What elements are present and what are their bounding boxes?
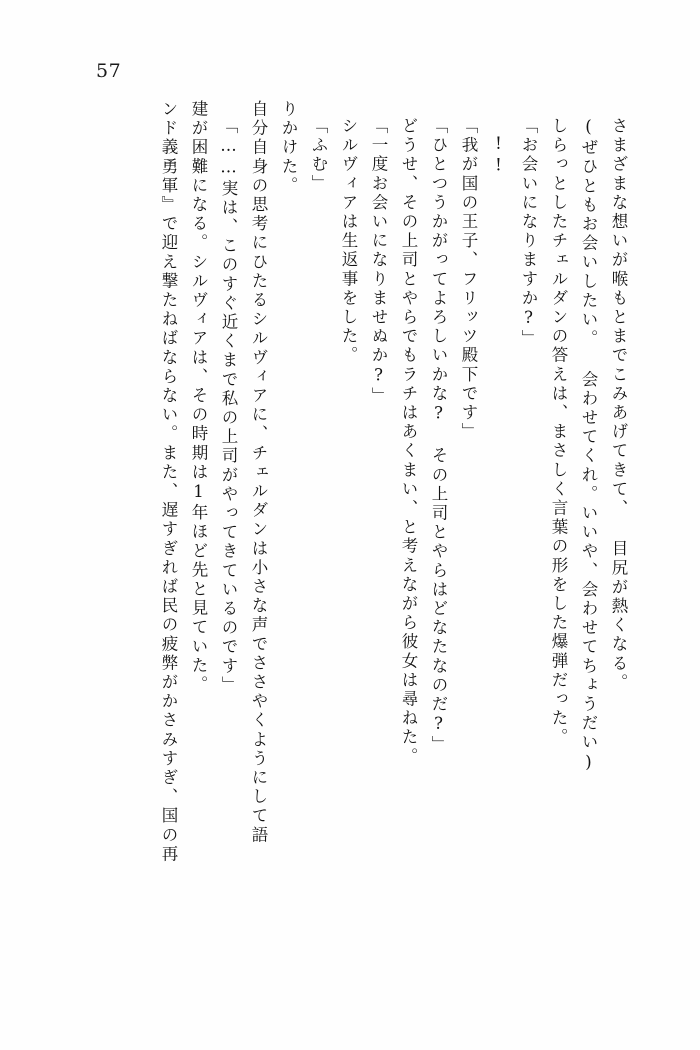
text-column: りかけた。 bbox=[279, 100, 298, 196]
text-column: シルヴィアは生返事をした。 bbox=[339, 117, 358, 366]
text-column: (ぜひともお会いしたい。 会わせてくれ。いいや、会わせてちょうだい) bbox=[579, 117, 598, 774]
text-column: 「ひとつうかがってよろしいかな? その上司とやらはどなたなのだ?」 bbox=[429, 117, 448, 755]
text-column: !! bbox=[489, 134, 508, 178]
page-number: 57 bbox=[96, 60, 122, 82]
vertical-text-block bbox=[146, 100, 626, 980]
text-column: 「我が国の王子、フリッツ殿下です」 bbox=[459, 117, 478, 442]
text-column: 「ふむ」 bbox=[309, 117, 328, 194]
text-column: さまざまな想いが喉もとまでこみあげてきて、 目尻が熱くなる。 bbox=[609, 117, 628, 693]
text-column: しらっとしたチェルダンの答えは、まさしく言葉の形をした爆弾だった。 bbox=[549, 117, 568, 748]
text-column: ンド義勇軍』で迎え撃たねばならない。また、遅すぎれば民の疲弊がかさみすぎ、国の再 bbox=[159, 100, 178, 864]
text-column: 「一度お会いになりませぬか?」 bbox=[369, 117, 388, 406]
text-column: 建が困難になる。シルヴィアは、その時期は1年ほど先と見ていた。 bbox=[189, 100, 208, 695]
text-column: どうせ、その上司とやらでもラチはあくまい、と考えながら彼女は尋ねた。 bbox=[399, 117, 418, 767]
text-column: 自分自身の思考にひたるシルヴィアに、チェルダンは小さな声でささやくようにして語 bbox=[249, 100, 268, 845]
text-column: 「……実は、このすぐ近くまで私の上司がやってきているのです」 bbox=[219, 117, 238, 695]
text-column: 「お会いになりますか?」 bbox=[519, 117, 538, 349]
